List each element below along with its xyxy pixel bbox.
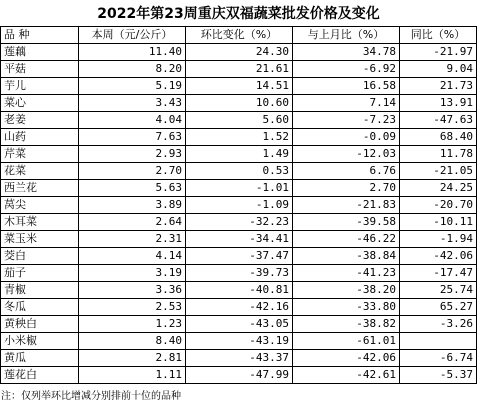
cell-month-change: -41.23 [293,265,400,282]
cell-month-change: 2.70 [293,180,400,197]
cell-week-change: 24.30 [186,44,293,61]
cell-week-change: -43.37 [186,350,293,367]
cell-variety: 莲花白 [1,367,79,384]
cell-variety: 菜玉米 [1,231,79,248]
cell-variety: 山药 [1,129,79,146]
cell-price: 5.19 [79,78,186,95]
cell-month-change: -46.22 [293,231,400,248]
cell-week-change: 0.53 [186,163,293,180]
cell-week-change: 10.60 [186,95,293,112]
cell-price: 11.40 [79,44,186,61]
cell-variety: 芹菜 [1,146,79,163]
cell-month-change: -6.92 [293,61,400,78]
cell-year-change: -5.37 [400,367,477,384]
cell-variety: 莴尖 [1,197,79,214]
header-month-change: 与上月比（%） [293,27,400,44]
table-row [1,146,477,163]
cell-variety: 花菜 [1,163,79,180]
table-row [1,163,477,180]
cell-variety: 黄瓜 [1,350,79,367]
cell-week-change: -42.16 [186,299,293,316]
cell-variety: 西兰花 [1,180,79,197]
cell-month-change: -42.06 [293,350,400,367]
cell-week-change: -32.23 [186,214,293,231]
cell-month-change: 34.78 [293,44,400,61]
cell-price: 8.20 [79,61,186,78]
cell-variety: 小米椒 [1,333,79,350]
cell-price: 2.93 [79,146,186,163]
cell-week-change: -39.73 [186,265,293,282]
cell-month-change: -38.20 [293,282,400,299]
header-year-change: 同比（%） [400,27,477,44]
cell-price: 2.81 [79,350,186,367]
cell-week-change: 14.51 [186,78,293,95]
cell-month-change: 6.76 [293,163,400,180]
cell-price: 8.40 [79,333,186,350]
footnote: 注：仅列举环比增减分别排前十位的品种 [1,391,181,402]
cell-year-change: -42.06 [400,248,477,265]
cell-price: 5.63 [79,180,186,197]
cell-week-change: -1.01 [186,180,293,197]
cell-year-change: -10.11 [400,214,477,231]
table-row [1,44,477,61]
cell-week-change: 21.61 [186,61,293,78]
cell-month-change: 16.58 [293,78,400,95]
cell-year-change: -21.05 [400,163,477,180]
cell-week-change: -1.09 [186,197,293,214]
cell-price: 3.89 [79,197,186,214]
cell-year-change [400,333,477,350]
table-row [1,282,477,299]
price-table [0,26,477,384]
cell-month-change: -33.80 [293,299,400,316]
cell-year-change: -20.70 [400,197,477,214]
cell-week-change: -43.05 [186,316,293,333]
cell-price: 4.14 [79,248,186,265]
cell-price: 2.64 [79,214,186,231]
table-row [1,350,477,367]
cell-month-change: -0.09 [293,129,400,146]
cell-year-change: 25.74 [400,282,477,299]
table-row [1,197,477,214]
cell-week-change: -34.41 [186,231,293,248]
cell-week-change: -47.99 [186,367,293,384]
table-header-row [1,27,477,44]
cell-price: 4.04 [79,112,186,129]
cell-month-change: -38.84 [293,248,400,265]
cell-price: 3.19 [79,265,186,282]
cell-week-change: -40.81 [186,282,293,299]
cell-year-change: -21.97 [400,44,477,61]
cell-year-change: -3.26 [400,316,477,333]
cell-year-change: -47.63 [400,112,477,129]
cell-year-change: 65.27 [400,299,477,316]
cell-variety: 老姜 [1,112,79,129]
cell-month-change: -38.82 [293,316,400,333]
cell-month-change: -39.58 [293,214,400,231]
cell-variety: 冬瓜 [1,299,79,316]
cell-month-change: -42.61 [293,367,400,384]
table-row [1,214,477,231]
cell-month-change: -61.01 [293,333,400,350]
table-row [1,265,477,282]
table-body [1,44,477,384]
header-variety: 品 种 [1,27,79,44]
table-row [1,61,477,78]
table-row [1,112,477,129]
cell-year-change: -1.94 [400,231,477,248]
cell-year-change: 9.04 [400,61,477,78]
cell-variety: 莲藕 [1,44,79,61]
table-row [1,316,477,333]
table-row [1,248,477,265]
cell-year-change: 11.78 [400,146,477,163]
cell-year-change: -17.47 [400,265,477,282]
table-row [1,367,477,384]
cell-price: 7.63 [79,129,186,146]
cell-variety: 芋儿 [1,78,79,95]
cell-variety: 平菇 [1,61,79,78]
table-row [1,78,477,95]
cell-year-change: -6.74 [400,350,477,367]
cell-price: 3.43 [79,95,186,112]
cell-year-change: 68.40 [400,129,477,146]
cell-week-change: -43.19 [186,333,293,350]
table-row [1,231,477,248]
cell-variety: 茄子 [1,265,79,282]
cell-price: 2.53 [79,299,186,316]
cell-variety: 青椒 [1,282,79,299]
cell-price: 1.11 [79,367,186,384]
cell-year-change: 24.25 [400,180,477,197]
table-row [1,95,477,112]
table-row [1,180,477,197]
cell-price: 3.36 [79,282,186,299]
cell-price: 2.31 [79,231,186,248]
cell-variety: 木耳菜 [1,214,79,231]
cell-price: 2.70 [79,163,186,180]
cell-price: 1.23 [79,316,186,333]
cell-year-change: 13.91 [400,95,477,112]
cell-week-change: 1.49 [186,146,293,163]
report-title: 2022年第23周重庆双福蔬菜批发价格及变化 [97,6,380,22]
cell-week-change: 1.52 [186,129,293,146]
cell-week-change: 5.60 [186,112,293,129]
cell-month-change: -12.03 [293,146,400,163]
cell-variety: 茭白 [1,248,79,265]
header-week-change: 环比变化（%） [186,27,293,44]
table-row [1,333,477,350]
table-row [1,299,477,316]
header-price: 本周（元/公斤） [79,27,186,44]
cell-month-change: -21.83 [293,197,400,214]
cell-variety: 菜心 [1,95,79,112]
cell-year-change: 21.73 [400,78,477,95]
cell-month-change: 7.14 [293,95,400,112]
cell-variety: 黄秧白 [1,316,79,333]
cell-week-change: -37.47 [186,248,293,265]
cell-month-change: -7.23 [293,112,400,129]
table-row [1,129,477,146]
